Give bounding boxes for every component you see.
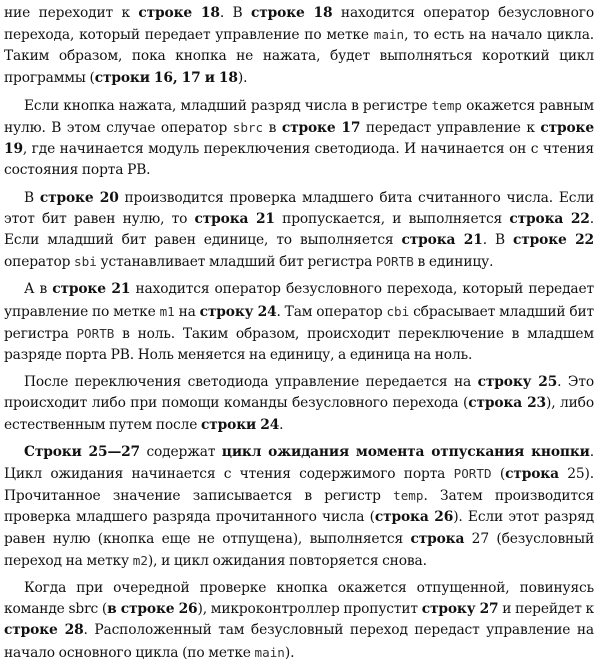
bold-text: строка 22 [509, 210, 590, 227]
body-text: После переключения светодиода управление передается на [24, 374, 478, 391]
bold-text: строки 16, 17 и 18 [94, 69, 238, 86]
body-text: ), микроконтроллер пропустит [197, 601, 422, 618]
bold-text: строка 21 [401, 232, 483, 249]
body-text: ние переходит к [4, 5, 139, 21]
body-text: находится оператор безусловного перехода, который передает управление по метке [4, 281, 594, 320]
body-text: . В [482, 232, 514, 249]
bold-text: строку 27 [421, 601, 499, 618]
code-text: temp [431, 97, 462, 113]
body-text: 27 (безусловный переход на метку [4, 530, 594, 569]
paragraph-4 [4, 279, 594, 366]
bold-text: строке 17 [281, 120, 361, 137]
body-text: производится проверка младшего бита считанного числа. Если этот бит равен нулю, то [4, 189, 594, 227]
body-text: окажется равным нулю. В этом случае оператор [4, 97, 594, 137]
body-text: в [263, 120, 282, 137]
bold-text: строку 25 [477, 374, 558, 391]
body-text: . Там оператор [276, 303, 387, 320]
code-text: sbi [74, 254, 97, 270]
bold-text: цикл ожидания момента отпускания кнопки [221, 443, 590, 460]
body-text: . Затем производится проверка младшего разряда прочитанного числа ( [4, 488, 594, 526]
body-text: находится оператор безусловного перехода, который передает управление по метке [4, 5, 594, 44]
body-text: ), и цикл ожидания повторяется снова. [147, 552, 427, 569]
body-text: пропускается, и выполняется [274, 210, 510, 227]
bold-text: в строке 26 [107, 601, 198, 618]
body-text: ). [237, 69, 248, 86]
body-text: оператор [4, 254, 75, 271]
body-text: ), либо естественным путем после [4, 395, 594, 433]
body-text: передаст управление к [360, 120, 541, 137]
bold-text: строка [410, 530, 465, 547]
bold-text: строке 22 [513, 232, 595, 249]
bold-text: строка 23 [468, 395, 546, 412]
body-text: 25). Прочитанное значение записывается в регистр [4, 466, 594, 505]
paragraph-7 [4, 578, 594, 664]
bold-text: строке 19 [4, 120, 595, 158]
bold-text: строка [505, 466, 559, 483]
code-text: main [254, 644, 285, 660]
paragraph-6 [4, 442, 594, 572]
bold-text: строка 26 [374, 509, 454, 526]
body-text: ). [284, 644, 295, 661]
paragraph-5 [4, 372, 594, 436]
body-text: , где начинается модуль переключения светодиода. И начинается он с чтения состояния порта PB. [4, 141, 594, 179]
body-text: Если кнопка нажата, младший разряд числа в регистре [24, 97, 432, 114]
body-text: , то есть на начало цикла. Таким образом, пока кнопка не нажата, будет выполняться короткий цикл программы ( [4, 27, 595, 86]
body-text: А в [24, 281, 53, 298]
code-text: PORTD [453, 466, 492, 482]
body-text: В [24, 189, 40, 206]
paragraph-3 [4, 188, 594, 274]
code-text: cbi [386, 303, 410, 319]
body-text: в ноль. Таким образом, происходит переключение в младшем разряде порта PB. Ноль меняется на единицу, а единица на ноль. [4, 325, 594, 364]
body-text: сбрасывает младший бит регистра [4, 303, 595, 342]
bold-text: строке 18 [251, 5, 333, 21]
bold-text: строке 28 [4, 622, 84, 639]
body-text: . Если младший бит равен единице, то выполняется [4, 210, 595, 249]
body-text: ( [491, 466, 506, 483]
body-text: ). Если этот разряд равен нулю (кнопка еще не отпущена), выполняется [4, 509, 595, 547]
bold-text: строке 20 [39, 189, 119, 206]
paragraph-1 [4, 3, 594, 89]
bold-text: строки 24 [201, 416, 280, 433]
body-text: на [174, 303, 200, 320]
body-text: Когда при очередной проверке кнопка окажется отпущенной, повинуясь команде sbrc ( [4, 580, 594, 618]
bold-text: строке 21 [52, 281, 131, 298]
code-text: m2 [132, 552, 148, 568]
bold-text: строка 21 [194, 210, 275, 227]
body-text: содержат [140, 443, 222, 460]
code-text: temp [393, 488, 424, 504]
body-text: и перейдет к [498, 601, 594, 618]
body-text: . [279, 416, 284, 433]
code-text: PORTB [76, 325, 115, 341]
bold-text: строке 18 [138, 5, 220, 21]
code-text: sbrc [232, 120, 264, 136]
bold-text: строку 24 [199, 303, 277, 320]
body-text: . Это происходит либо при помощи команды безусловного перехода ( [4, 374, 594, 412]
body-text: . Расположенный там безусловный переход передаст управление на начало основного цикла (по метке [4, 622, 594, 661]
paragraph-2 [4, 95, 594, 182]
code-text: m1 [159, 303, 175, 319]
body-text: . В [219, 5, 252, 21]
code-text: PORTB [375, 254, 414, 270]
body-text: устанавливает младший бит регистра [96, 254, 376, 271]
code-text: main [373, 27, 405, 43]
body-text: в единицу. [413, 254, 494, 271]
body-text: . Цикл ожидания начинается с чтения содержимого порта [4, 443, 594, 483]
bold-text: Строки 25—27 [24, 443, 140, 460]
